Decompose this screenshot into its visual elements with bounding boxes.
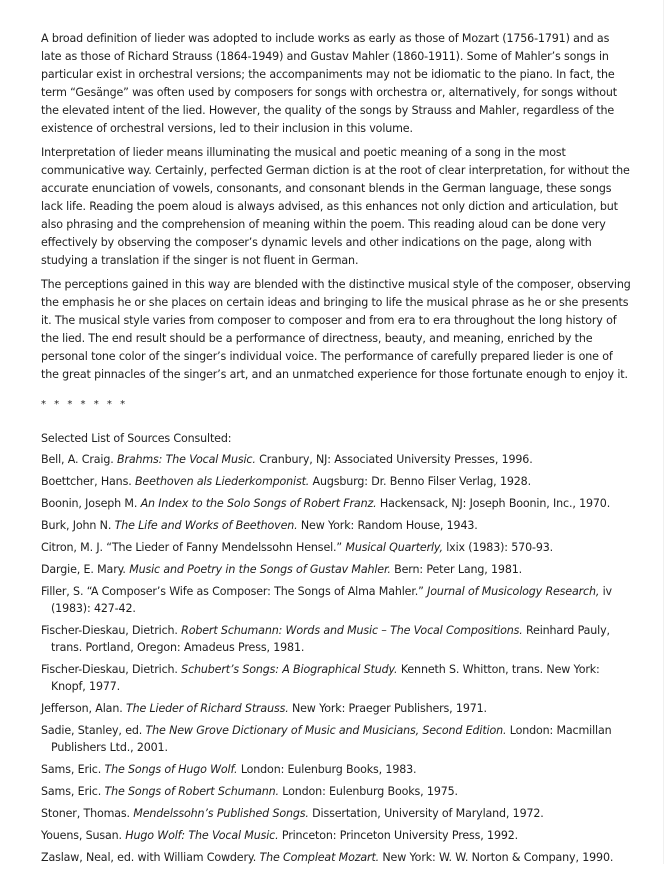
bibliography-list — [41, 451, 631, 866]
entry-title: The Songs of Robert Schumann. — [104, 785, 279, 798]
bibliography-entry — [41, 539, 631, 556]
entry-title: Mendelssohn’s Published Songs. — [133, 807, 309, 820]
entry-title: Beethoven als Liederkomponist. — [134, 475, 310, 488]
entry-author: Sams, Eric. — [41, 785, 105, 798]
bibliography-entry — [41, 517, 631, 534]
section-separator: * * * * * * * — [41, 399, 128, 410]
sources-heading: Selected List of Sources Consulted: — [41, 432, 232, 445]
bibliography-entry — [41, 827, 631, 844]
entry-author: Stoner, Thomas. — [41, 807, 134, 820]
entry-title: The Compleat Mozart. — [259, 851, 380, 864]
entry-publication: iv (1983): 427-42. — [51, 585, 612, 615]
bibliography-entry — [41, 722, 631, 756]
entry-publication: Augsburg: Dr. Benno Filser Verlag, 1928. — [309, 475, 531, 488]
entry-author: Youens, Susan. — [41, 829, 126, 842]
bibliography-entry — [41, 783, 631, 800]
bibliography-entry — [41, 849, 631, 866]
entry-publication: Hackensack, NJ: Joseph Boonin, Inc., 1970. — [376, 497, 611, 510]
entry-author: Jefferson, Alan. — [41, 702, 126, 715]
entry-author: Boonin, Joseph M. — [41, 497, 141, 510]
entry-author: Fischer-Dieskau, Dietrich. — [41, 624, 182, 637]
paragraph-interpretation: Interpretation of lieder means illuminating the musical and poetic meaning of a song in the most communicative way. Certainly, perfected German diction is at the root of clear interpretation, for without the accurate enunciation of vowels, consonants, and consonant blends in the German language, these songs lack life. Reading the poem aloud is always advised, as this enhances not only diction and articulation, but also phrasing and the comprehension of meaning within the poem. This reading aloud can be done very effectively by observing the composer’s dynamic levels and other indications on the page, along with studying a translation if the singer is not fluent in German. — [41, 146, 630, 267]
entry-publication: London: Eulenburg Books, 1975. — [278, 785, 458, 798]
entry-author: Dargie, E. Mary. — [41, 563, 130, 576]
entry-title: An Index to the Solo Songs of Robert Franz. — [140, 497, 377, 510]
entry-title: Robert Schumann: Words and Music – The Vocal Compositions. — [181, 624, 523, 637]
bibliography-entry — [41, 473, 631, 490]
bibliography-entry — [41, 805, 631, 822]
entry-title: Musical Quarterly, — [345, 541, 443, 554]
entry-publication: London: Eulenburg Books, 1983. — [237, 763, 417, 776]
document-body — [41, 30, 631, 871]
entry-title: Schubert’s Songs: A Biographical Study. — [181, 663, 398, 676]
entry-author: Citron, M. J. “The Lieder of Fanny Mendelssohn Hensel.” — [41, 541, 346, 554]
entry-author: Sadie, Stanley, ed. — [41, 724, 146, 737]
bibliography-entry — [41, 583, 631, 617]
bibliography-entry — [41, 761, 631, 778]
bibliography-entry — [41, 700, 631, 717]
bibliography-entry — [41, 661, 631, 695]
entry-author: Zaslaw, Neal, ed. with William Cowdery. — [41, 851, 260, 864]
entry-author: Fischer-Dieskau, Dietrich. — [41, 663, 182, 676]
entry-title: The Life and Works of Beethoven. — [114, 519, 298, 532]
bibliography-entry — [41, 451, 631, 468]
entry-publication: London: Macmillan Publishers Ltd., 2001. — [51, 724, 612, 754]
entry-publication: New York: Praeger Publishers, 1971. — [288, 702, 487, 715]
paragraph-perceptions: The perceptions gained in this way are blended with the distinctive musical style of the composer, observing the emphasis he or she places on certain ideas and bringing to life the musical phrase as he or she presents it. The musical style varies from composer to composer and from era to era throughout the long history of the lied. The end result should be a performance of directness, beauty, and meaning, enriched by the personal tone color of the singer’s individual voice. The performance of carefully prepared lieder is one of the great pinnacles of the singer’s art, and an unmatched experience for those fortunate enough to enjoy it. — [41, 278, 631, 381]
entry-author: Sams, Eric. — [41, 763, 105, 776]
entry-publication: Kenneth S. Whitton, trans. New York: Knopf, 1977. — [51, 663, 600, 693]
entry-title: Journal of Musicology Research, — [427, 585, 600, 598]
entry-author: Bell, A. Craig. — [41, 453, 117, 466]
entry-title: Music and Poetry in the Songs of Gustav Mahler. — [129, 563, 391, 576]
page-edge — [663, 0, 664, 864]
entry-publication: Princeton: Princeton University Press, 1992. — [278, 829, 519, 842]
entry-publication: New York: W. W. Norton & Company, 1990. — [379, 851, 614, 864]
paragraph-definition: A broad definition of lieder was adopted to include works as early as those of Mozart (1756-1791) and as late as those of Richard Strauss (1864-1949) and Gustav Mahler (1860-1911). Some of Mahler’s songs in particular exist in orchestral versions; the accompaniments may not be idiomatic to the piano. In fact, the term “Gesänge” was often used by composers for songs with orchestra or, alternatively, for songs without the elevated intent of the lied. However, the quality of the songs by Strauss and Mahler, regardless of the existence of orchestral versions, led to their inclusion in this volume. — [41, 32, 618, 135]
entry-publication: Bern: Peter Lang, 1981. — [390, 563, 523, 576]
bibliography-entry — [41, 622, 631, 656]
entry-author: Boettcher, Hans. — [41, 475, 135, 488]
entry-publication: Cranbury, NJ: Associated University Presses, 1996. — [255, 453, 533, 466]
entry-publication: Dissertation, University of Maryland, 1972. — [308, 807, 544, 820]
entry-publication: New York: Random House, 1943. — [297, 519, 478, 532]
entry-title: The New Grove Dictionary of Music and Musicians, Second Edition. — [145, 724, 507, 737]
entry-author: Filler, S. “A Composer’s Wife as Composer: The Songs of Alma Mahler.” — [41, 585, 428, 598]
entry-title: Brahms: The Vocal Music. — [116, 453, 256, 466]
entry-publication: Reinhard Pauly, trans. Portland, Oregon: Amadeus Press, 1981. — [51, 624, 610, 654]
entry-title: Hugo Wolf: The Vocal Music. — [125, 829, 279, 842]
entry-author: Burk, John N. — [41, 519, 115, 532]
entry-title: The Lieder of Richard Strauss. — [125, 702, 289, 715]
entry-publication: lxix (1983): 570-93. — [442, 541, 554, 554]
bibliography-entry — [41, 561, 631, 578]
entry-title: The Songs of Hugo Wolf. — [104, 763, 238, 776]
bibliography-entry — [41, 495, 631, 512]
